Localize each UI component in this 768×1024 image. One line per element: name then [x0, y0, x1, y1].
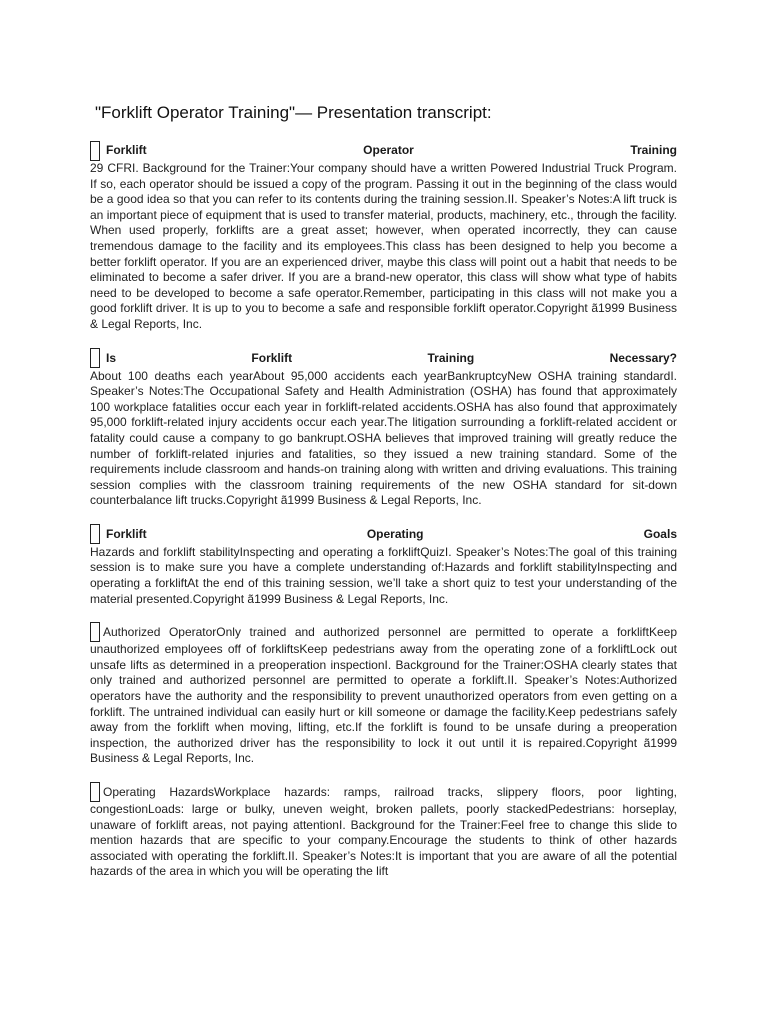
slide-heading-row — [90, 524, 677, 545]
missing-glyph-box-icon — [90, 348, 100, 368]
slide-heading: Forklift Operator Training — [106, 143, 677, 157]
missing-glyph-box-icon — [90, 782, 100, 802]
slide-body-text: Authorized OperatorOnly trained and authorized personnel are permitted to operate a forkliftKeep unauthorized employees off of forkliftsKeep pedestrians away from the operating zone of a forkliftLock out unsafe lifts as determined in a preoperation inspectionI. Background for the Trainer:OSHA clearly states that only trained and authorized personnel are permitted to operate a forklift.II. Speaker’s Notes:Authorized operators have the authority and the responsibility to prevent unauthorized operators from even getting on a forklift. The untrained individual can easily hurt or kill someone or damage the facility.Keep pedestrians safely away from the forklift when moving, lifting, etc.If the forklift is found to be unsafe during a preoperation inspection, the authorized driver has the responsibility to lock it out until it is repaired.Copyright ã1999 Business & Legal Reports, Inc. — [90, 625, 677, 766]
slide-body — [90, 782, 677, 880]
slide-heading: Is Forklift Training Necessary? — [106, 350, 677, 365]
slide-body: Hazards and forklift stabilityInspecting and operating a forkliftQuizI. Speaker’s Notes:The goal of this training session is to make sure you have a complete understanding of:Hazards and forklift stabilityInspecting and operating a forkliftAt the end of this training session, we’ll take a short quiz to test your understanding of the material presented.Copyright ã1999 Business & Legal Reports, Inc. — [90, 544, 677, 606]
slide-body — [90, 622, 677, 767]
missing-glyph-box-icon — [90, 141, 100, 161]
slide-body-text: Operating HazardsWorkplace hazards: ramps, railroad tracks, slippery floors, poor lighting, congestionLoads: large or bulky, uneven weight, broken pallets, poorly stackedPedestrians: horseplay, unaware of forklift areas, not paying attentionI. Background for the Trainer:Feel free to change this slide to mention hazards that are specific to your company.Encourage the students to think of other hazards associated with operating the forklift.II. Speaker’s Notes:It is important that you are aware of all the potential hazards of the area in which you will be operating the lift — [90, 785, 677, 879]
slide-section-1 — [90, 140, 677, 333]
slide-heading-row — [90, 348, 677, 369]
slide-section-2 — [90, 348, 677, 509]
document-title: "Forklift Operator Training"— Presentation transcript: — [95, 103, 492, 122]
slide-section-3 — [90, 524, 677, 607]
slide-heading-row — [90, 140, 677, 161]
slide-body: About 100 deaths each yearAbout 95,000 accidents each yearBankruptcyNew OSHA training standardI. Speaker’s Notes:The Occupational Safety and Health Administration (OSHA) has found that approximately 100 workplace fatalities occur each year in forklift-related accidents.OSHA has also found that approximately 95,000 forklift-related injury accidents occur each year.The litigation surrounding a forklift-related accident or fatality could cause a company to go bankrupt.OSHA believes that improved training will greatly reduce the number of forklift-related injuries and fatalities, so they issued a new training standard. Some of the requirements include classroom and hands-on training along with written and driving evaluations. This training session complies with the classroom training requirements of the new OSHA standard for sit-down counterbalance lift trucks.Copyright ã1999 Business & Legal Reports, Inc. — [90, 368, 677, 508]
slide-body: 29 CFRI. Background for the Trainer:Your company should have a written Powered Industrial Truck Program. If so, each operator should be issued a copy of the program. Passing it out in the beginning of the class would be a good idea so that you can refer to its contents during the training session.II. Speaker’s Notes:A lift truck is an important piece of equipment that is used to transfer material, products, machinery, etc., through the facility. When used properly, forklifts are a great asset; however, when operated incorrectly, they can cause tremendous damage to the facility and its employees.This class has been designed to help you become a better forklift operator. If you are an experienced driver, maybe this class will point out a habit that needs to be eliminated to become a safer driver. If you are a brand-new operator, this class will show what type of habits need to be developed to become a safe operator.Remember, participating in this class will not make you a good forklift driver. It is up to you to become a safe and responsible forklift operator.Copyright ã1999 Business & Legal Reports, Inc. — [90, 161, 677, 331]
missing-glyph-box-icon — [90, 622, 100, 642]
missing-glyph-box-icon — [90, 524, 100, 544]
slide-heading: Forklift Operating Goals — [106, 526, 677, 541]
slide-section-5 — [90, 782, 677, 880]
slide-section-4 — [90, 622, 677, 767]
